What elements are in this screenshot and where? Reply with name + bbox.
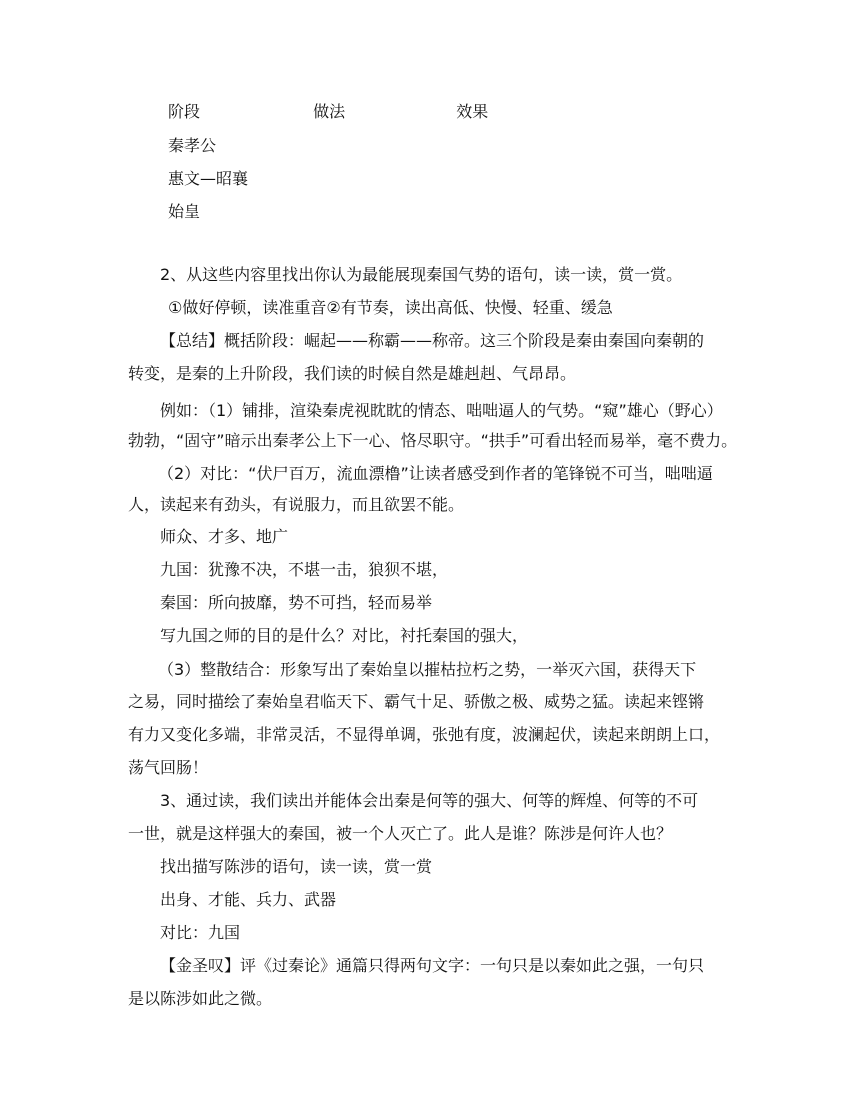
summary-paragraph <box>160 330 704 352</box>
paragraph: 找出描写陈涉的语句，读一读，赏一赏 <box>160 857 433 876</box>
jin-shengtan-text: 评《过秦论》通篇只得两句文字：一句只是以秦如此之强，一句只 <box>240 956 705 975</box>
paragraph: ①做好停顿，读准重音②有节奏，读出高低、快慢、轻重、缓急 <box>168 298 613 317</box>
paragraph: 秦国：所向披靡，势不可挡，轻而易举 <box>160 593 433 612</box>
paragraph: 人，读起来有劲头，有说服力，而且欲罢不能。 <box>128 495 465 514</box>
paragraph: 勃勃，“固守”暗示出秦孝公上下一心、恪尽职守。“拱手”可看出轻而易举，毫不费力。 <box>128 431 738 450</box>
paragraph: 九国：犹豫不决，不堪一击，狼狈不堪， <box>160 560 449 579</box>
header-method: 做法 <box>313 102 346 121</box>
header-effect: 效果 <box>456 102 489 121</box>
header-stage: 阶段 <box>168 102 201 121</box>
stage-row: 惠文—昭襄 <box>168 169 249 188</box>
jin-shengtan-tag: 【金圣叹】 <box>160 956 241 975</box>
paragraph: 对比：九国 <box>160 923 241 942</box>
jin-shengtan-paragraph <box>160 955 704 977</box>
paragraph: 出身、才能、兵力、武器 <box>160 890 337 909</box>
stage-row: 始皇 <box>168 202 201 221</box>
summary-text: 概括阶段：崛起——称霸——称帝。这三个阶段是秦由秦国向秦朝的 <box>224 331 705 350</box>
paragraph: 是以陈涉如此之微。 <box>128 989 273 1008</box>
paragraph: （3）整散结合：形象写出了秦始皇以摧枯拉朽之势，一举灭六国，获得天下 <box>158 660 697 679</box>
stage-row: 秦孝公 <box>168 136 217 155</box>
paragraph: 有力又变化多端，非常灵活，不显得单调，张弛有度，波澜起伏，读起来朗朗上口， <box>128 725 721 744</box>
paragraph: 一世，就是这样强大的秦国，被一个人灭亡了。此人是谁？陈涉是何许人也？ <box>128 824 673 843</box>
paragraph: 写九国之师的目的是什么？对比，衬托秦国的强大， <box>160 626 529 645</box>
paragraph: 例如：（1）铺排，渲染秦虎视眈眈的情态、咄咄逼人的气势。“窥”雄心（野心） <box>160 401 723 420</box>
paragraph: 之易，同时描绘了秦始皇君临天下、霸气十足、骄傲之极、威势之猛。读起来铿锵 <box>128 692 705 711</box>
paragraph: 师众、才多、地广 <box>160 527 289 546</box>
table-header-row <box>168 101 488 123</box>
paragraph: （2）对比：“伏尸百万，流血漂橹”让读者感受到作者的笔锋锐不可当，咄咄逼 <box>158 464 713 483</box>
paragraph: 荡气回肠！ <box>128 758 209 777</box>
summary-tag: 【总结】 <box>160 331 225 350</box>
paragraph: 2、从这些内容里找出你认为最能展现秦国气势的语句，读一读，赏一赏。 <box>160 265 683 284</box>
paragraph: 3、通过读，我们读出并能体会出秦是何等的强大、何等的辉煌、何等的不可 <box>160 791 699 810</box>
paragraph: 转变，是秦的上升阶段，我们读的时候自然是雄赳赳、气昂昂。 <box>128 364 577 383</box>
